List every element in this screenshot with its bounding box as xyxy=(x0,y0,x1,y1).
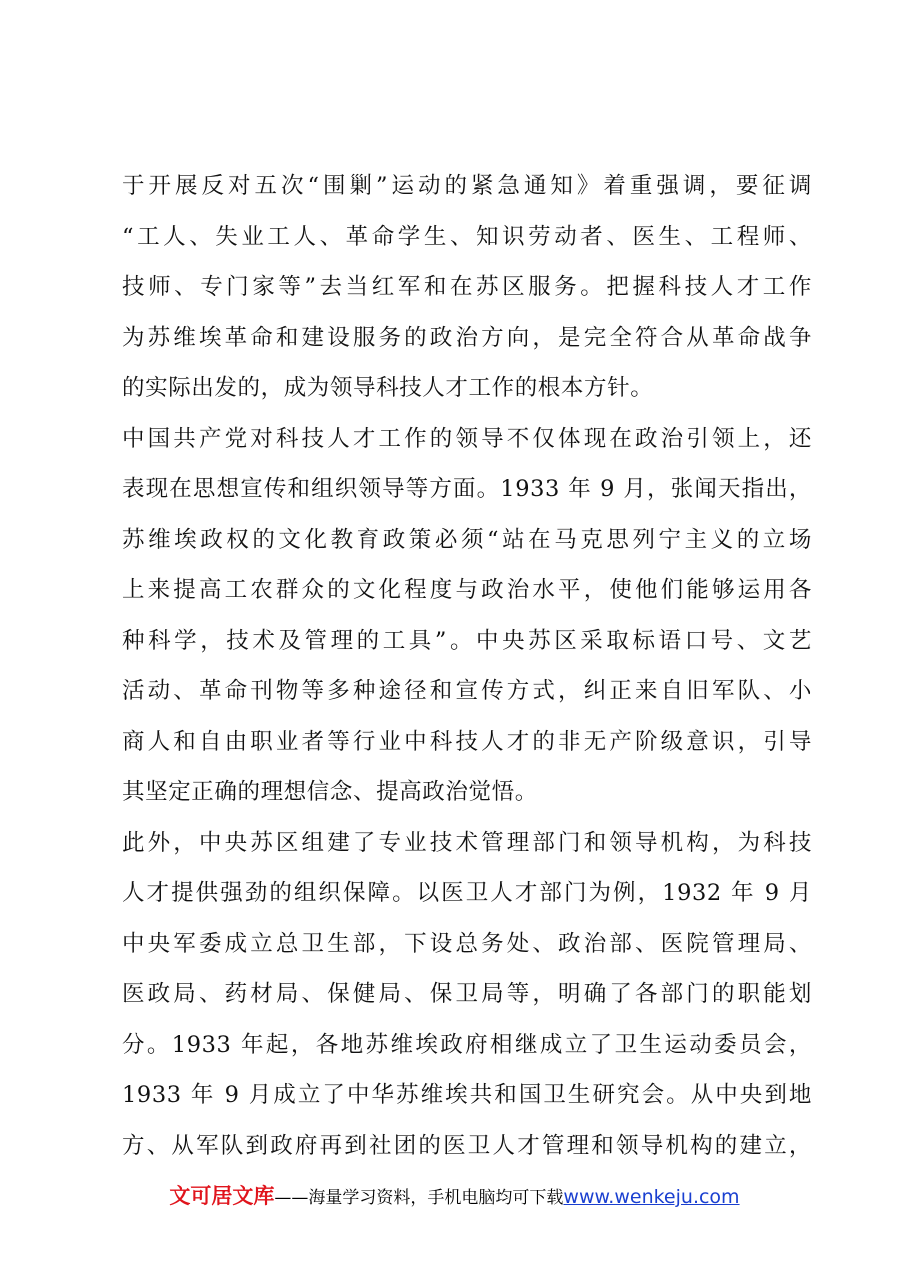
text-line: 人才提供强劲的组织保障。以医卫人才部门为例，1932 年 9 月 xyxy=(122,880,812,906)
text-line: 1933 年 9 月成立了中华苏维埃共和国卫生研究会。从中央到地 xyxy=(122,1082,812,1108)
text-line: 的实际出发的，成为领导科技人才工作的根本方针。 xyxy=(122,375,654,401)
footer-tagline: ——海量学习资料，手机电脑均可下载 xyxy=(274,1188,564,1208)
text-line: 方、从军队到政府再到社团的医卫人才管理和领导机构的建立， xyxy=(122,1132,812,1159)
text-line: 此外，中央苏区组建了专业技术管理部门和领导机构，为科技 xyxy=(122,829,812,856)
footer-banner xyxy=(0,1180,909,1210)
text-line: 其坚定正确的理想信念、提高政治觉悟。 xyxy=(122,779,538,805)
text-line: 苏维埃政权的文化教育政策必须“站在马克思列宁主义的立场 xyxy=(122,526,812,553)
text-line: “工人、失业工人、革命学生、知识劳动者、医生、工程师、 xyxy=(122,223,812,250)
text-line: 上来提高工农群众的文化程度与政治水平，使他们能够运用各 xyxy=(122,577,812,603)
text-line: 活动、革命刊物等多种途径和宣传方式，纠正来自旧军队、小 xyxy=(122,678,812,704)
text-line: 为苏维埃革命和建设服务的政治方向，是完全符合从革命战争 xyxy=(122,324,812,351)
text-line: 分。1933 年起，各地苏维埃政府相继成立了卫生运动委员会， xyxy=(122,1031,812,1058)
website-link[interactable]: www.wenkeju.com xyxy=(563,1186,740,1208)
body-text xyxy=(122,161,812,1171)
text-line: 医政局、药材局、保健局、保卫局等，明确了各部门的职能划 xyxy=(122,981,812,1007)
text-line: 表现在思想宣传和组织领导等方面。1933 年 9 月，张闻天指出， xyxy=(122,476,812,502)
text-line: 种科学，技术及管理的工具”。中央苏区采取标语口号、文艺 xyxy=(122,627,812,654)
text-line: 中国共产党对科技人才工作的领导不仅体现在政治引领上，还 xyxy=(122,425,812,452)
text-line: 商人和自由职业者等行业中科技人才的非无产阶级意识，引导 xyxy=(122,728,812,755)
text-line: 中央军委成立总卫生部，下设总务处、政治部、医院管理局、 xyxy=(122,930,812,957)
brand-name: 文可居文库 xyxy=(169,1184,275,1208)
text-line: 于开展反对五次“围剿”运动的紧急通知》着重强调，要征调 xyxy=(122,173,812,199)
text-line: 技师、专门家等”去当红军和在苏区服务。把握科技人才工作 xyxy=(122,274,812,300)
